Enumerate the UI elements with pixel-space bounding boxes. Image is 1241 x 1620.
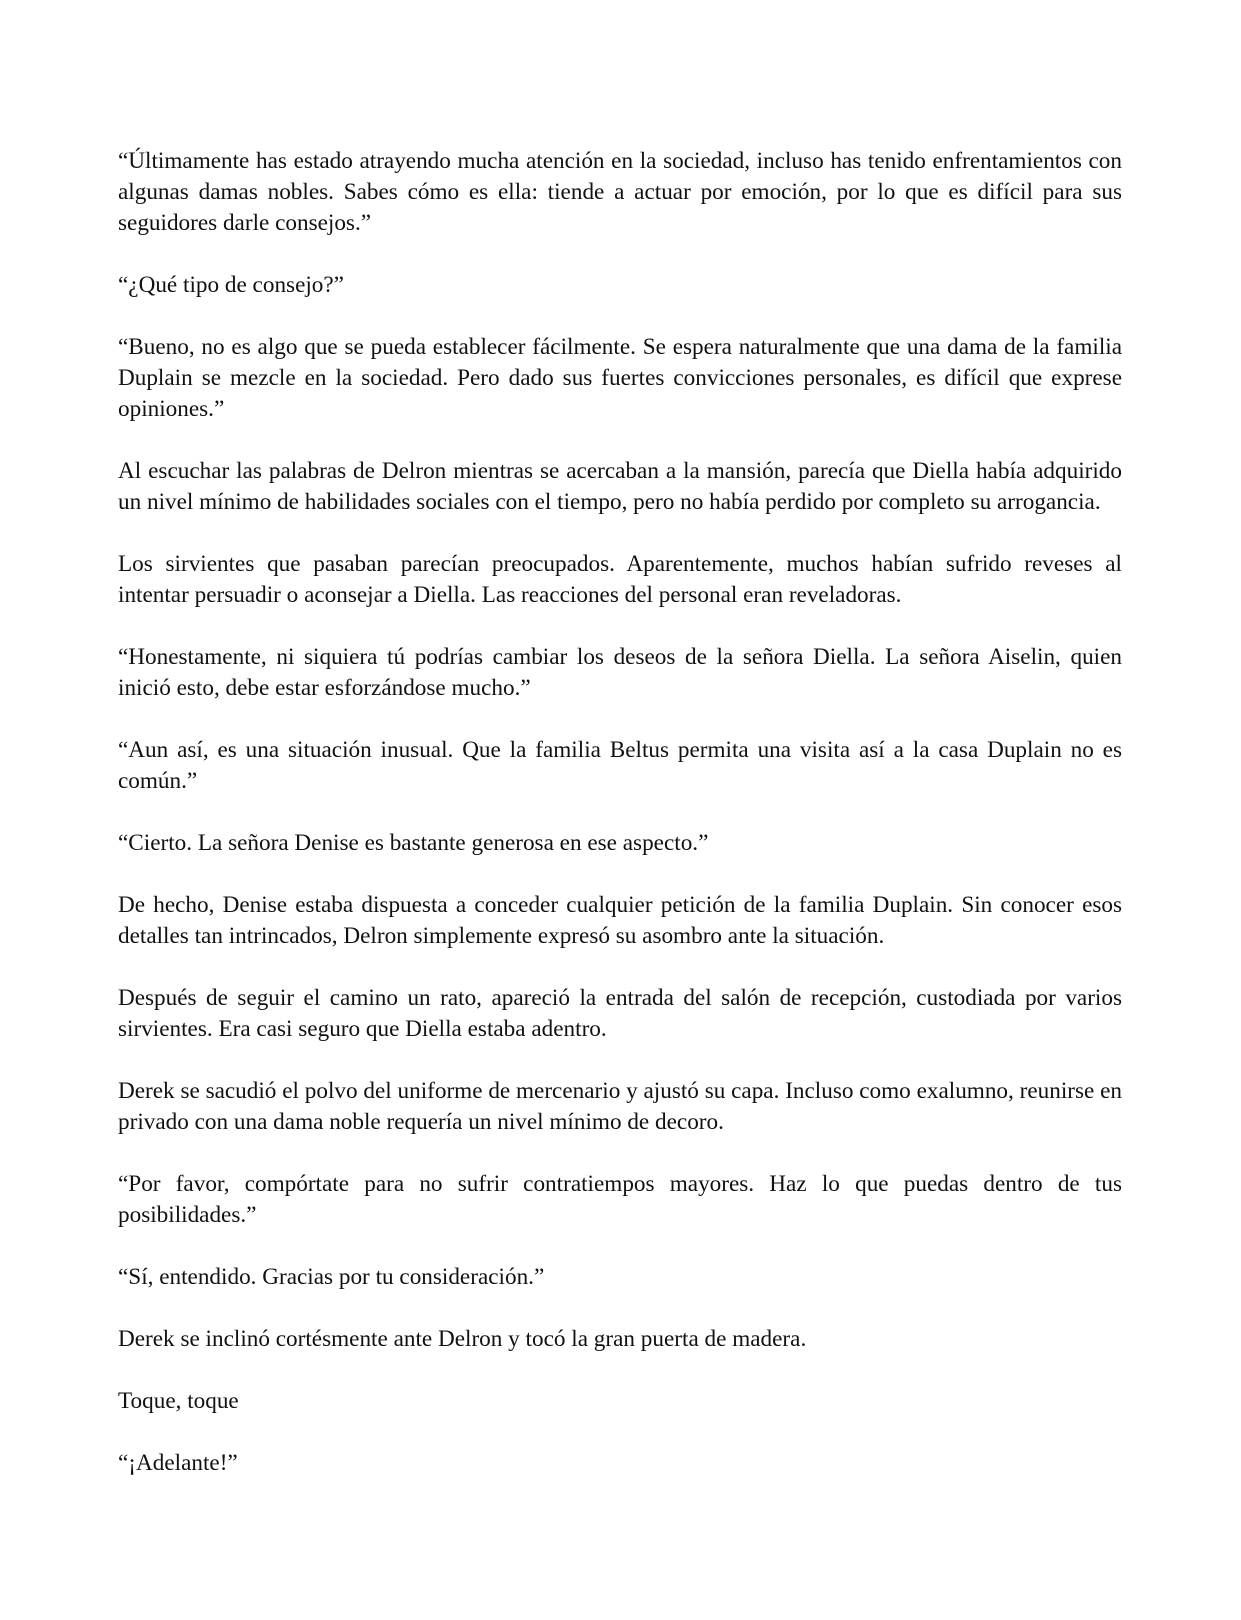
paragraph-7: “Aun así, es una situación inusual. Que la familia Beltus permita una visita así a la casa Duplain no es común.” bbox=[118, 737, 1122, 794]
paragraph-4: Al escuchar las palabras de Delron mientras se acercaban a la mansión, parecía que Diella había adquirido un nivel mínimo de habilidades sociales con el tiempo, pero no había perdido por completo su arrogancia. bbox=[118, 458, 1122, 515]
paragraph-5: Los sirvientes que pasaban parecían preocupados. Aparentemente, muchos habían sufrido reveses al intentar persuadir o aconsejar a Diella. Las reacciones del personal eran reveladoras. bbox=[118, 551, 1122, 608]
paragraph-6: “Honestamente, ni siquiera tú podrías cambiar los deseos de la señora Diella. La señora Aiselin, quien inició esto, debe estar esforzándose mucho.” bbox=[118, 644, 1122, 701]
paragraph-11: Derek se sacudió el polvo del uniforme de mercenario y ajustó su capa. Incluso como exalumno, reunirse en privado con una dama noble requería un nivel mínimo de decoro. bbox=[118, 1078, 1122, 1135]
paragraph-2: “¿Qué tipo de consejo?” bbox=[118, 272, 344, 298]
paragraph-1: “Últimamente has estado atrayendo mucha atención en la sociedad, incluso has tenido enfrentamientos con algunas damas nobles. Sabes cómo es ella: tiende a actuar por emoción, por lo que es difícil para sus seguidores darle consejos.” bbox=[118, 148, 1122, 236]
paragraph-12: “Por favor, compórtate para no sufrir contratiempos mayores. Haz lo que puedas dentro de tus posibilidades.” bbox=[118, 1171, 1122, 1228]
paragraph-10: Después de seguir el camino un rato, apareció la entrada del salón de recepción, custodiada por varios sirvientes. Era casi seguro que Diella estaba adentro. bbox=[118, 985, 1122, 1042]
paragraph-13: “Sí, entendido. Gracias por tu consideración.” bbox=[118, 1264, 545, 1290]
paragraph-9: De hecho, Denise estaba dispuesta a conceder cualquier petición de la familia Duplain. Sin conocer esos detalles tan intrincados, Delron simplemente expresó su asombro ante la situación. bbox=[118, 892, 1122, 949]
paragraph-3: “Bueno, no es algo que se pueda establecer fácilmente. Se espera naturalmente que una dama de la familia Duplain se mezcle en la sociedad. Pero dado sus fuertes convicciones personales, es difícil que exprese opiniones.” bbox=[118, 334, 1122, 422]
paragraph-16: “¡Adelante!” bbox=[118, 1450, 238, 1476]
paragraph-14: Derek se inclinó cortésmente ante Delron y tocó la gran puerta de madera. bbox=[118, 1326, 807, 1352]
document-page bbox=[118, 146, 1122, 1510]
paragraph-8: “Cierto. La señora Denise es bastante generosa en ese aspecto.” bbox=[118, 830, 709, 856]
paragraph-15: Toque, toque bbox=[118, 1388, 239, 1414]
